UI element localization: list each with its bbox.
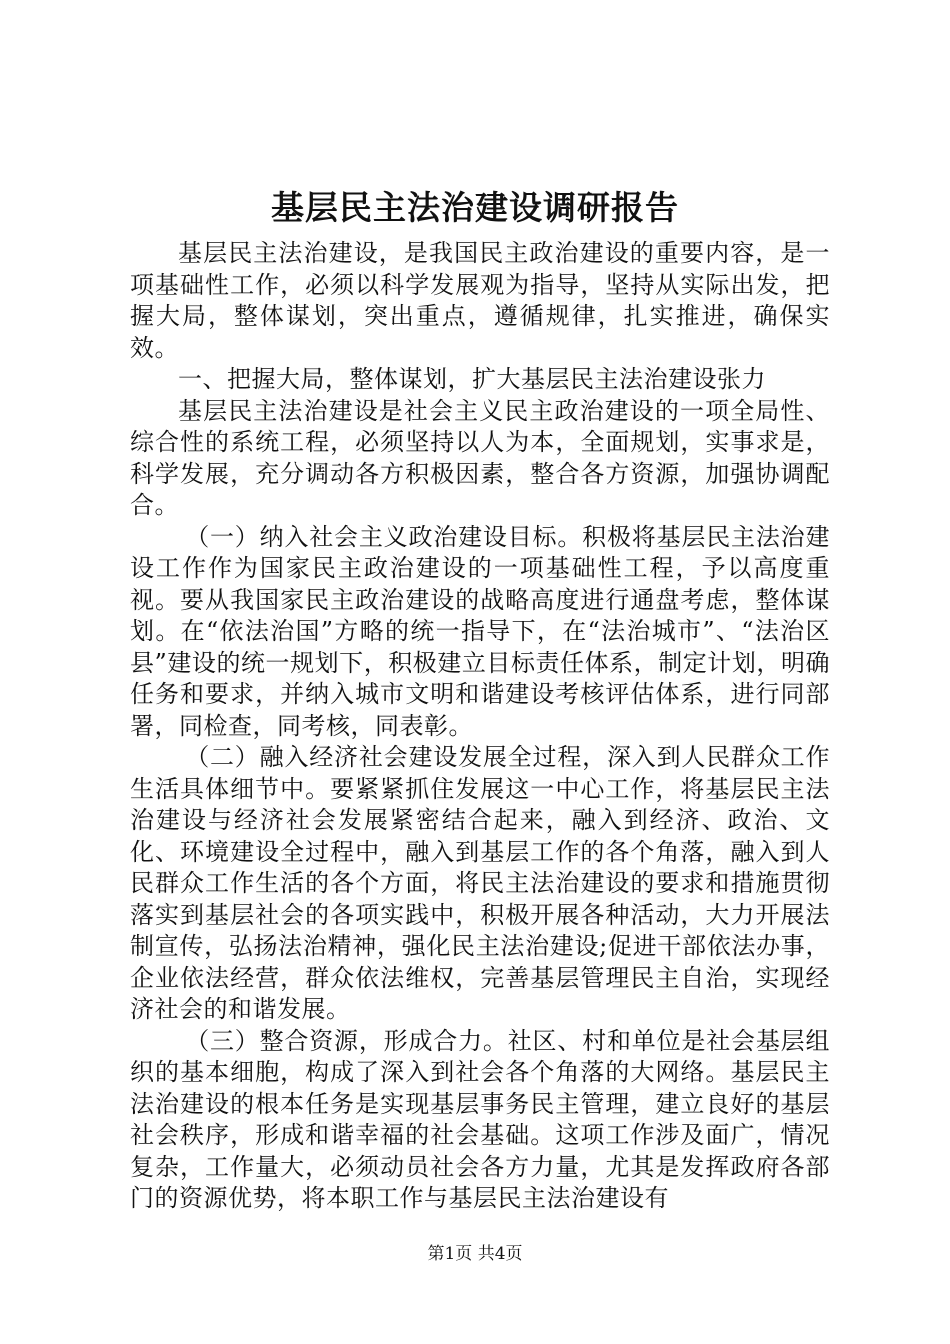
subsection-2-paragraph: （二）融入经济社会建设发展全过程，深入到人民群众工作生活具体细节中。要紧紧抓住发展这一中心工作，将基层民主法治建设与经济社会发展紧密结合起来，融入到经济、政治、文化、环境建设全过程中，融入到基层工作的各个角落，融入到人民群众工作生活的各个方面，将民主法治建设的要求和措施贯彻落实到基层社会的各项实践中，积极开展各种活动，大力开展法制宣传，弘扬法治精神，强化民主法治建设;促进干部依法办事，企业依法经营，群众依法维权，完善基层管理民主自治，实现经济社会的和谐发展。 bbox=[130, 743, 830, 1023]
intro-paragraph: 基层民主法治建设，是我国民主政治建设的重要内容，是一项基础性工作，必须以科学发展观为指导，坚持从实际出发，把握大局，整体谋划，突出重点，遵循规律，扎实推进，确保实效。 bbox=[130, 239, 830, 362]
subsection-3-paragraph: （三）整合资源，形成合力。社区、村和单位是社会基层组织的基本细胞，构成了深入到社会各个角落的大网络。基层民主法治建设的根本任务是实现基层事务民主管理，建立良好的基层社会秩序，形成和谐幸福的社会基础。这项工作涉及面广，情况复杂，工作量大，必须动员社会各方力量，尤其是发挥政府各部门的资源优势，将本职工作与基层民主法治建设有 bbox=[130, 1026, 830, 1212]
section-heading-1: 一、把握大局，整体谋划，扩大基层民主法治建设张力 bbox=[178, 365, 766, 393]
document-title: 基层民主法治建设调研报告 bbox=[271, 188, 679, 227]
page-number-footer: 第1页 共4页 bbox=[427, 1244, 523, 1264]
document-body bbox=[130, 238, 830, 1215]
section-1-paragraph: 基层民主法治建设是社会主义民主政治建设的一项全局性、综合性的系统工程，必须坚持以人为本，全面规划，实事求是，科学发展，充分调动各方积极因素，整合各方资源，加强协调配合。 bbox=[130, 396, 830, 519]
subsection-1-paragraph: （一）纳入社会主义政治建设目标。积极将基层民主法治建设工作作为国家民主政治建设的一项基础性工程，予以高度重视。要从我国家民主政治建设的战略高度进行通盘考虑，整体谋划。在“依法治国”方略的统一指导下，在“法治城市”、“法治区县”建设的统一规划下，积极建立目标责任体系，制定计划，明确任务和要求，并纳入城市文明和谐建设考核评估体系，进行同部署，同检查，同考核，同表彰。 bbox=[130, 522, 830, 740]
